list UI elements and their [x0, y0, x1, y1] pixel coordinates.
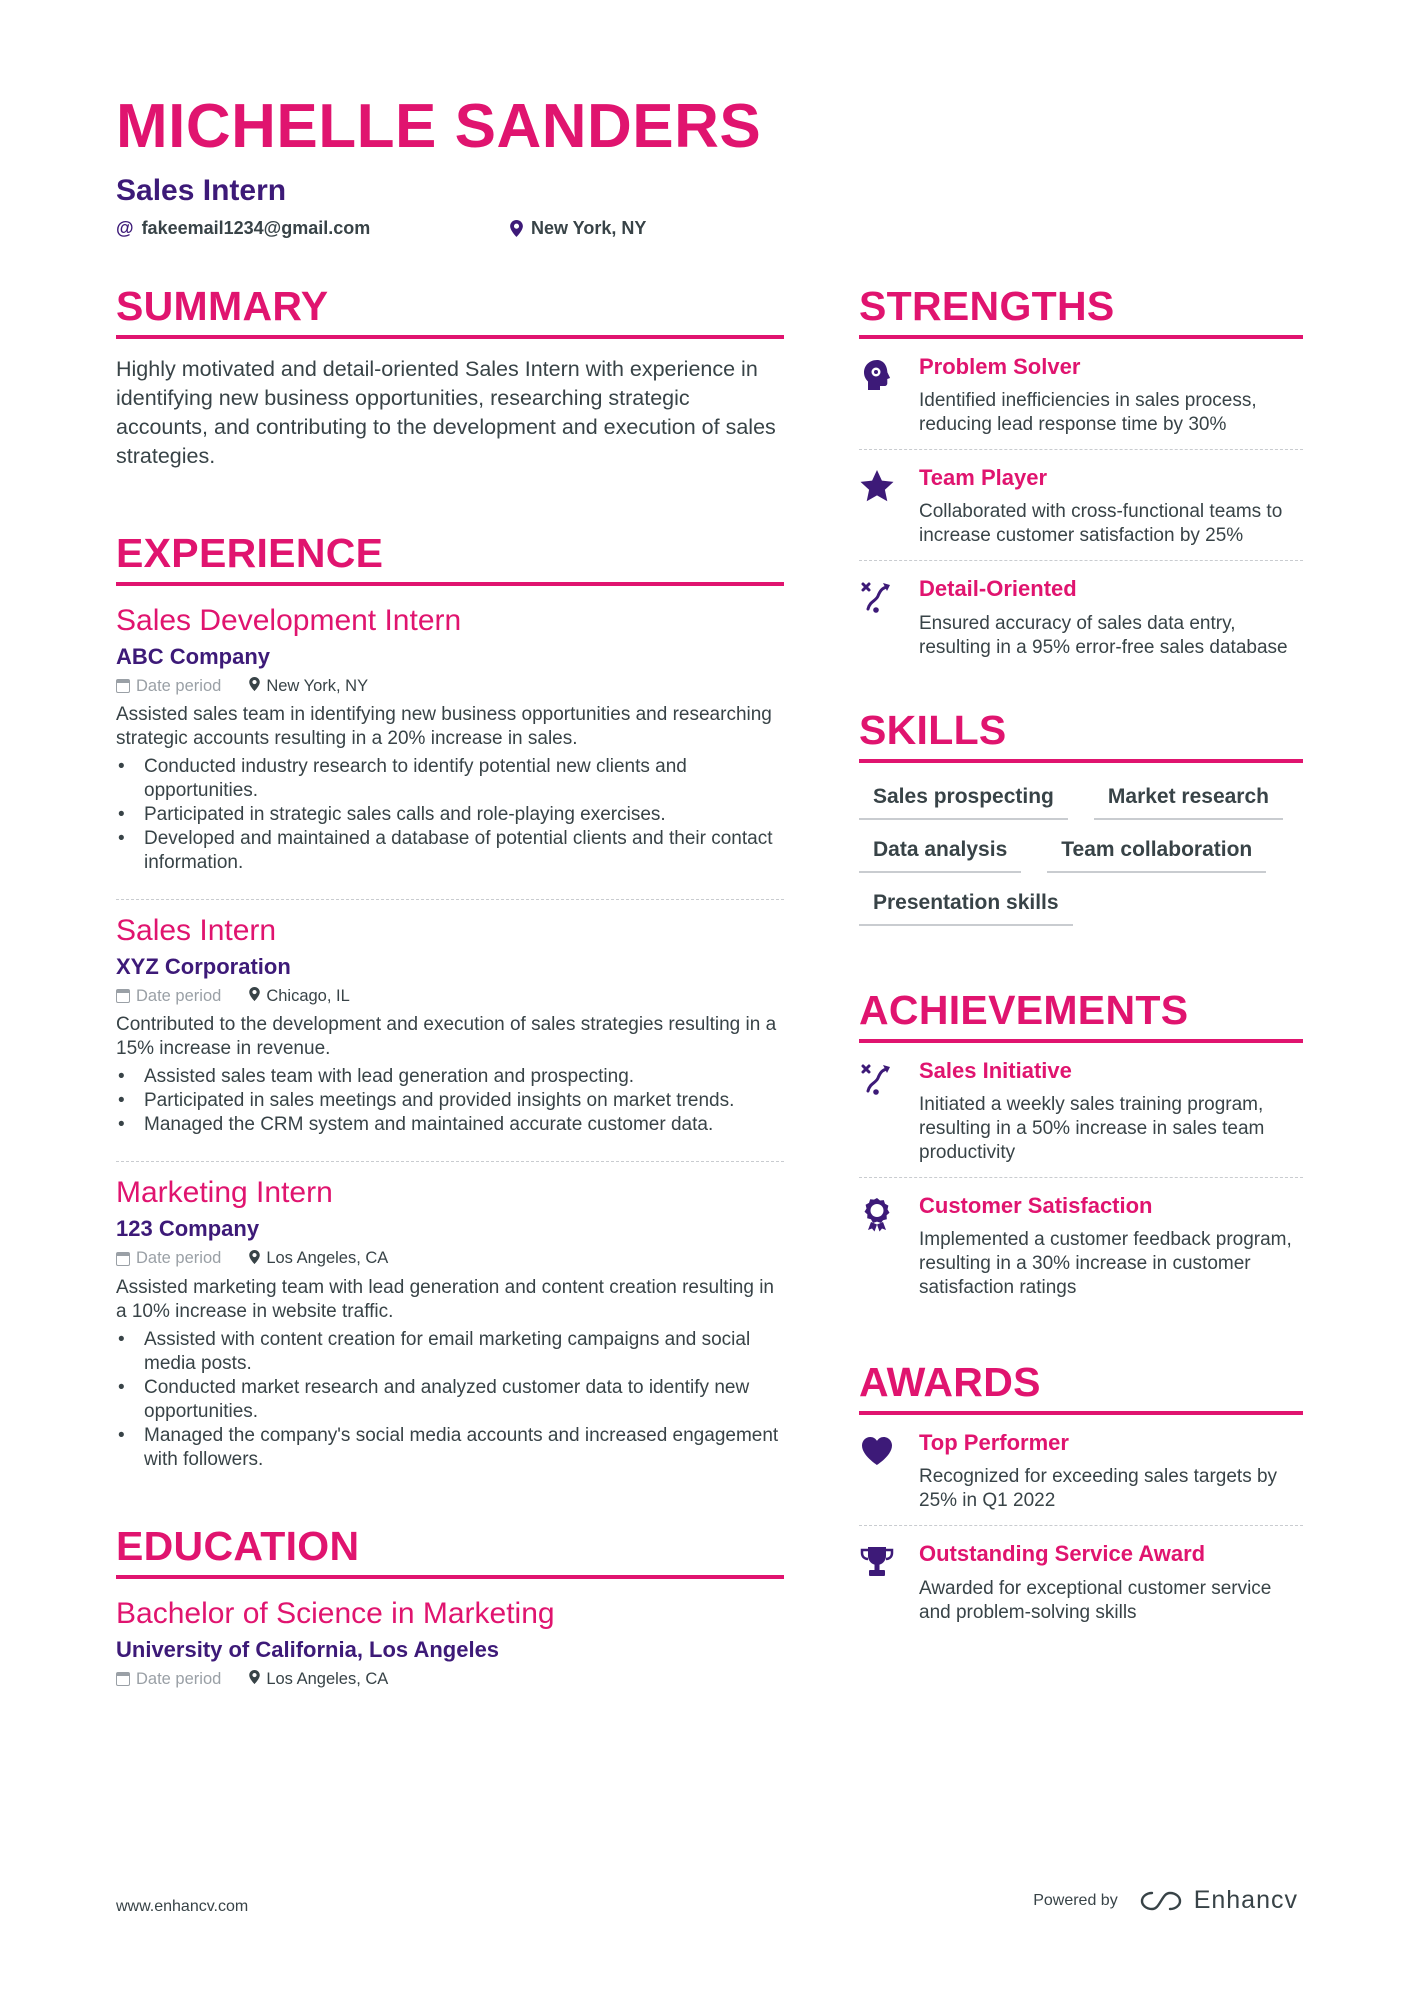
calendar-icon [116, 679, 130, 693]
divider [116, 899, 784, 900]
location-text: New York, NY [531, 218, 647, 238]
strength-item [859, 450, 1303, 560]
right-column [859, 283, 1303, 1637]
skills-list [859, 785, 1303, 926]
achievement-item [859, 1178, 1303, 1312]
job-description: Assisted sales team in identifying new business opportunities and researching strategic accounts resulting in a 20% increase in sales. [116, 704, 772, 750]
strength-title: Detail-Oriented [919, 576, 1077, 602]
strength-item [859, 339, 1303, 449]
strength-desc: Identified inefficiencies in sales process, reducing lead response time by 30% [919, 390, 1257, 436]
bullet-item: • Participated in strategic sales calls and role-playing exercises. [116, 803, 784, 827]
education-entry [116, 1597, 784, 1700]
achievement-title: Customer Satisfaction [919, 1193, 1153, 1219]
job-title: Sales Development Intern [116, 604, 462, 637]
strength-title: Team Player [919, 465, 1048, 491]
job-date: Date period [116, 1250, 221, 1267]
strategy-icon [859, 579, 895, 615]
award-item [859, 1415, 1303, 1525]
skill-tag: Market research [1094, 785, 1283, 820]
achievement-desc: Implemented a customer feedback program, resulting in a 30% increase in customer satisfaction ratings [919, 1229, 1292, 1299]
achievement-item [859, 1043, 1303, 1177]
experience-section [116, 530, 784, 1484]
education-meta [116, 1670, 784, 1688]
skill-tag: Sales prospecting [859, 785, 1068, 820]
location-pin-icon [249, 987, 260, 1005]
job-title: Marketing Intern [116, 1176, 333, 1210]
job-bullets [116, 755, 784, 875]
bullet-item: • Assisted sales team with lead generation and prospecting. [116, 1065, 784, 1089]
job-company: 123 Company [116, 1216, 260, 1242]
award-title: Outstanding Service Award [919, 1541, 1206, 1567]
job-meta [116, 987, 784, 1005]
summary-title: SUMMARY [116, 286, 784, 339]
job-entry [116, 1176, 784, 1483]
achievement-desc: Initiated a weekly sales training program, resulting in a 50% increase in sales team productivity [919, 1094, 1265, 1164]
summary-text: Highly motivated and detail-oriented Sales Intern with experience in identifying new business opportunities, researching strategic accounts, and contributing to the development and execution of sales strategies. [116, 357, 776, 468]
job-entry [116, 914, 784, 1149]
skill-tag: Presentation skills [859, 891, 1073, 926]
awards-title: AWARDS [859, 1362, 1303, 1415]
left-column [116, 283, 784, 1700]
contact-location [510, 219, 646, 237]
skill-tag: Data analysis [859, 838, 1021, 873]
strengths-title: STRENGTHS [859, 286, 1303, 339]
job-title: Sales Intern [116, 914, 277, 948]
awards-section [859, 1359, 1303, 1636]
award-item [859, 1526, 1303, 1636]
strength-desc: Collaborated with cross-functional teams to increase customer satisfaction by 25% [919, 501, 1283, 547]
job-company: XYZ Corporation [116, 954, 291, 980]
heart-icon [859, 1433, 895, 1469]
calendar-icon [116, 989, 130, 1003]
job-date: Date period [116, 988, 221, 1005]
powered-by-text: Powered by [1033, 1891, 1118, 1909]
award-desc: Recognized for exceeding sales targets by 25% in Q1 2022 [919, 1466, 1278, 1512]
summary-section [116, 283, 784, 471]
brand-name: Enhancv [1193, 1886, 1298, 1914]
divider [116, 1161, 784, 1162]
candidate-name: MICHELLE SANDERS [116, 92, 762, 161]
strengths-section [859, 283, 1303, 672]
medal-icon [859, 1196, 895, 1232]
job-date: Date period [116, 678, 221, 695]
bullet-item: • Developed and maintained a database of potential clients and their contact information. [116, 827, 784, 875]
location-pin-icon [249, 677, 260, 695]
achievements-section [859, 986, 1303, 1312]
skills-section [859, 706, 1303, 926]
contact-email[interactable] [116, 219, 370, 237]
bullet-item: • Assisted with content creation for email marketing campaigns and social media posts. [116, 1328, 784, 1376]
job-description: Contributed to the development and execution of sales strategies resulting in a 15% increase in revenue. [116, 1014, 777, 1060]
strategy-icon [859, 1061, 895, 1097]
job-meta [116, 1250, 784, 1268]
email-text: fakeemail1234@gmail.com [141, 218, 371, 238]
enhancv-logo-icon [1138, 1889, 1184, 1913]
head-gear-icon [859, 357, 895, 393]
candidate-role: Sales Intern [116, 174, 287, 207]
job-bullets [116, 1328, 784, 1472]
education-date: Date period [116, 1671, 221, 1688]
skills-title: SKILLS [859, 710, 1303, 763]
location-pin-icon [510, 220, 523, 237]
star-icon [859, 468, 895, 504]
bullet-item: • Managed the company's social media accounts and increased engagement with followers. [116, 1424, 784, 1472]
achievement-title: Sales Initiative [919, 1057, 1072, 1083]
calendar-icon [116, 1672, 130, 1686]
enhancv-logo[interactable] [1138, 1886, 1298, 1915]
job-location: New York, NY [249, 677, 368, 695]
calendar-icon [116, 1252, 130, 1266]
bullet-item: • Managed the CRM system and maintained accurate customer data. [116, 1113, 784, 1137]
at-icon: @ [116, 218, 134, 238]
strength-title: Problem Solver [919, 354, 1081, 379]
skill-tag: Team collaboration [1047, 838, 1266, 873]
education-location: Los Angeles, CA [249, 1670, 388, 1688]
bullet-item: • Conducted industry research to identify potential new clients and opportunities. [116, 755, 784, 803]
strength-item [859, 561, 1303, 671]
location-pin-icon [249, 1250, 260, 1268]
trophy-icon [859, 1544, 895, 1580]
job-bullets [116, 1065, 784, 1137]
footer-website[interactable]: www.enhancv.com [116, 1898, 249, 1915]
bullet-item: • Participated in sales meetings and provided insights on market trends. [116, 1089, 784, 1113]
award-desc: Awarded for exceptional customer service and problem-solving skills [919, 1577, 1272, 1623]
experience-title: EXPERIENCE [116, 533, 784, 586]
job-location: Chicago, IL [249, 987, 349, 1005]
education-title: EDUCATION [116, 1526, 784, 1579]
bullet-item: • Conducted market research and analyzed customer data to identify new opportunities. [116, 1376, 784, 1424]
education-section [116, 1522, 784, 1700]
job-description: Assisted marketing team with lead generation and content creation resulting in a 10% increase in website traffic. [116, 1276, 774, 1322]
school-name: University of California, Los Angeles [116, 1636, 500, 1662]
location-pin-icon [249, 1670, 260, 1688]
job-entry [116, 604, 784, 887]
footer-branding [1033, 1886, 1298, 1915]
achievements-title: ACHIEVEMENTS [859, 990, 1303, 1043]
job-company: ABC Company [116, 644, 271, 669]
job-location: Los Angeles, CA [249, 1250, 388, 1268]
job-meta [116, 677, 784, 695]
strength-desc: Ensured accuracy of sales data entry, resulting in a 95% error-free sales database [919, 612, 1288, 658]
award-title: Top Performer [919, 1430, 1069, 1456]
degree-title: Bachelor of Science in Marketing [116, 1596, 555, 1630]
